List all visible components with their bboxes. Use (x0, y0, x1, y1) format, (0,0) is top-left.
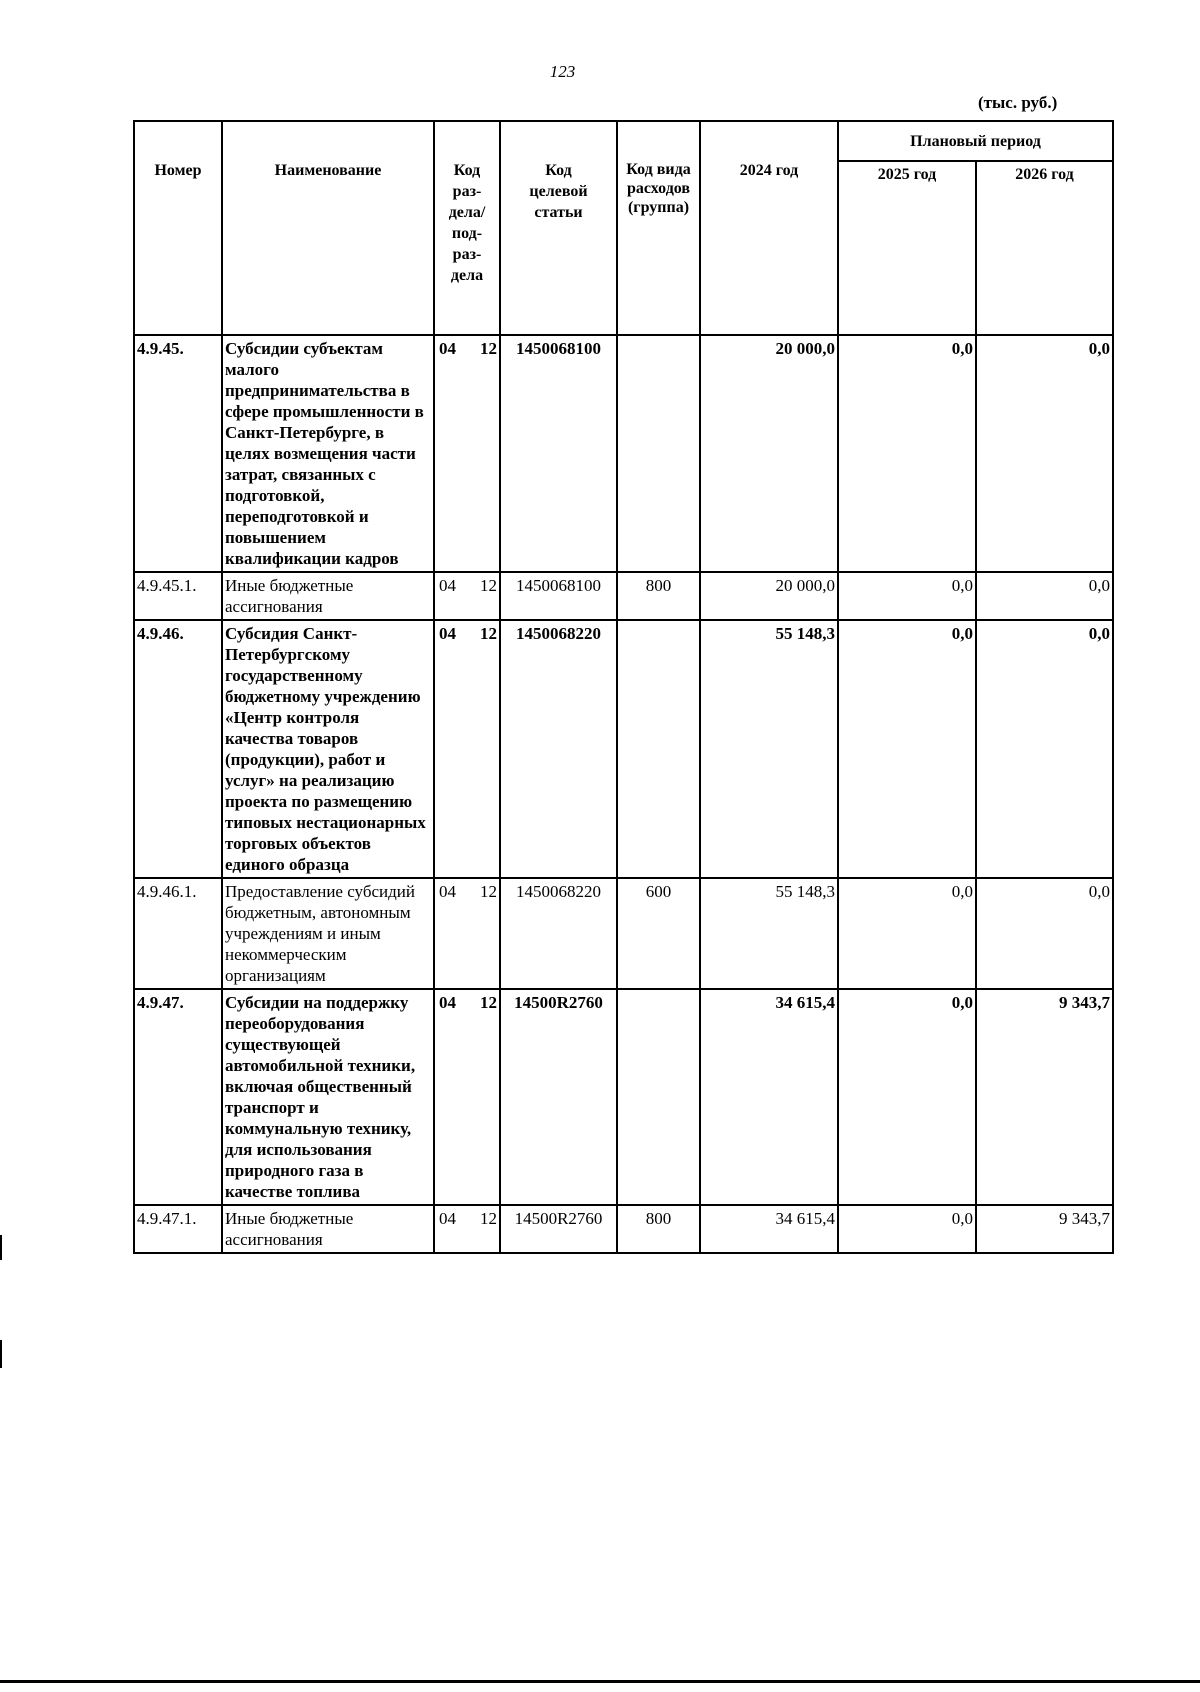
row-razdel: 04 (439, 576, 456, 595)
row-target: 1450068220 (500, 878, 617, 989)
row-name: Иные бюджетные ассигнования (222, 1205, 434, 1253)
row-razdel: 04 (439, 1209, 456, 1228)
row-number: 4.9.46. (134, 620, 222, 878)
row-name: Субсидии субъектам малого предпринимательства в сфере промышленности в Санкт-Петербурге, в целях возмещения части затрат, связанных с подготовкой, переподготовкой и повышением квалификации кадров (222, 335, 434, 572)
row-2025: 0,0 (838, 989, 976, 1205)
header-target: Код целевой статьи (500, 121, 617, 335)
header-year-2024: 2024 год (700, 121, 838, 335)
row-name: Предоставление субсидий бюджетным, автономным учреждениям и иным некоммерческим организациям (222, 878, 434, 989)
row-kind (617, 620, 700, 878)
row-name: Субсидии на поддержку переоборудования существующей автомобильной техники, включая общественный транспорт и коммунальную технику, для использования природного газа в качестве топлива (222, 989, 434, 1205)
row-2026: 0,0 (976, 335, 1113, 572)
row-number: 4.9.45.1. (134, 572, 222, 620)
row-razdel: 04 (439, 993, 456, 1012)
units-label: (тыс. руб.) (978, 93, 1058, 112)
row-number: 4.9.47.1. (134, 1205, 222, 1253)
row-2026: 0,0 (976, 620, 1113, 878)
header-year-2025: 2025 год (838, 161, 976, 335)
row-2024: 34 615,4 (700, 989, 838, 1205)
table-row (134, 620, 1113, 878)
row-podrazdel: 12 (480, 624, 497, 643)
row-razdel-cell (434, 1205, 500, 1253)
scan-mark (0, 1340, 2, 1368)
row-podrazdel: 12 (480, 339, 497, 358)
row-2026: 9 343,7 (976, 1205, 1113, 1253)
row-2025: 0,0 (838, 620, 976, 878)
row-2026: 9 343,7 (976, 989, 1113, 1205)
row-name: Субсидия Санкт-Петербургскому государственному бюджетному учреждению «Центр контроля качества товаров (продукции), работ и услуг» на реализацию проекта по размещению типовых нестационарных торговых объектов единого образца (222, 620, 434, 878)
row-razdel-cell (434, 620, 500, 878)
row-kind: 600 (617, 878, 700, 989)
scan-border (0, 1680, 1200, 1683)
row-target: 1450068100 (500, 335, 617, 572)
row-podrazdel: 12 (480, 993, 497, 1012)
row-razdel-cell (434, 572, 500, 620)
header-planned-period: Плановый период (838, 121, 1113, 161)
table-row (134, 572, 1113, 620)
header-name: Наименование (222, 121, 434, 335)
row-2025: 0,0 (838, 878, 976, 989)
row-2024: 55 148,3 (700, 878, 838, 989)
row-2025: 0,0 (838, 572, 976, 620)
row-razdel-cell (434, 878, 500, 989)
row-razdel-cell (434, 335, 500, 572)
row-podrazdel: 12 (480, 1209, 497, 1228)
row-kind (617, 989, 700, 1205)
table-row (134, 989, 1113, 1205)
table-row (134, 335, 1113, 572)
budget-table (133, 120, 1114, 1254)
row-target: 1450068100 (500, 572, 617, 620)
scan-mark (0, 1235, 2, 1260)
row-podrazdel: 12 (480, 576, 497, 595)
page-number: 123 (549, 62, 576, 81)
row-2024: 34 615,4 (700, 1205, 838, 1253)
row-2024: 55 148,3 (700, 620, 838, 878)
header-number: Номер (134, 121, 222, 335)
table-row (134, 878, 1113, 989)
row-razdel-cell (434, 989, 500, 1205)
table-row (134, 1205, 1113, 1253)
row-target: 14500R2760 (500, 989, 617, 1205)
row-number: 4.9.47. (134, 989, 222, 1205)
row-2024: 20 000,0 (700, 335, 838, 572)
row-kind: 800 (617, 572, 700, 620)
row-2024: 20 000,0 (700, 572, 838, 620)
row-2026: 0,0 (976, 878, 1113, 989)
row-number: 4.9.45. (134, 335, 222, 572)
row-razdel: 04 (439, 882, 456, 901)
row-kind (617, 335, 700, 572)
table-body (134, 335, 1113, 1253)
row-2025: 0,0 (838, 1205, 976, 1253)
row-kind: 800 (617, 1205, 700, 1253)
header-kind: Код вида расходов (группа) (617, 121, 700, 335)
row-name: Иные бюджетные ассигнования (222, 572, 434, 620)
header-year-2026: 2026 год (976, 161, 1113, 335)
row-2026: 0,0 (976, 572, 1113, 620)
row-target: 14500R2760 (500, 1205, 617, 1253)
row-razdel: 04 (439, 624, 456, 643)
row-razdel: 04 (439, 339, 456, 358)
header-razdel: Код раз- дела/ под- раз- дела (434, 121, 500, 335)
row-podrazdel: 12 (480, 882, 497, 901)
row-2025: 0,0 (838, 335, 976, 572)
row-target: 1450068220 (500, 620, 617, 878)
row-number: 4.9.46.1. (134, 878, 222, 989)
